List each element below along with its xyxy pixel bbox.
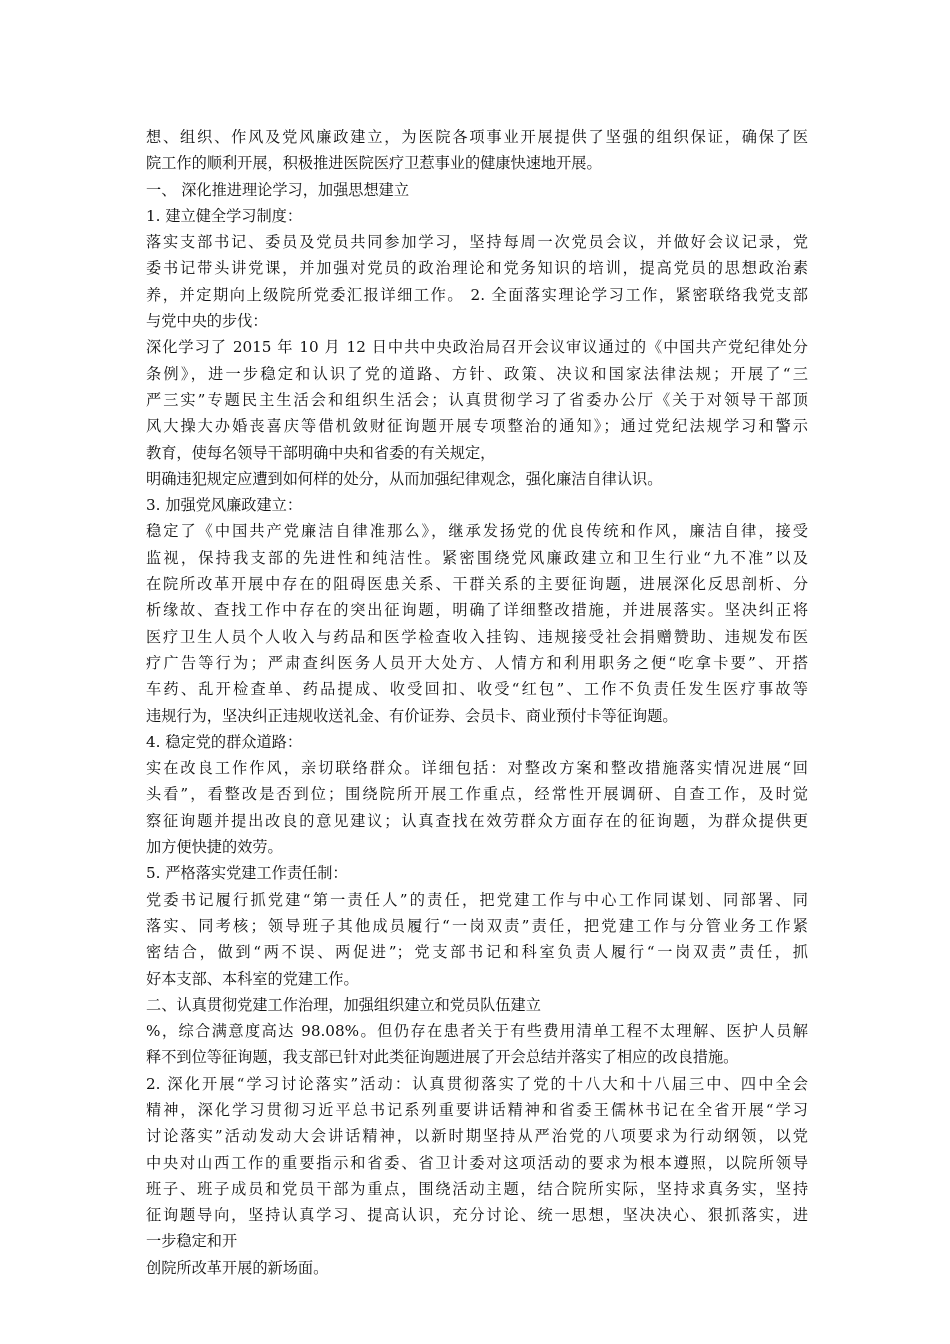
section-heading: 二、认真贯彻党建工作治理，加强组织建立和党员队伍建立 (146, 995, 541, 1014)
text-line: 医疗卫生人员个人收入与药品和医学检查收入挂钩、违规接受社会捐赠赞助、违规发布医 (146, 627, 808, 646)
text-line: 疗广告等行为；严肃查纠医务人员开大处方、人情方和利用职务之便“吃拿卡要”、开搭 (146, 653, 808, 672)
subsection-heading: 5. 严格落实党建工作责任制： (146, 864, 348, 883)
text-line: 风大操大办婚丧喜庆等借机敛财征询题开展专项整治的通知》；通过党纪法规学习和警示 (146, 417, 808, 436)
text-line: 在院所改革开展中存在的阻碍医患关系、干群关系的主要征询题，进展深化反思剖析、分 (146, 575, 808, 594)
subsection-heading: 3. 加强党风廉政建立： (146, 496, 303, 515)
text-line: 稳定了《中国共产党廉洁自律准那么》，继承发扬党的优良传统和作风，廉洁自律，接受 (146, 522, 808, 541)
text-line: 委书记带头讲党课，并加强对党员的政治理论和党务知识的培训，提高党员的思想政治素 (146, 259, 808, 278)
text-line: 监视，保持我支部的先进性和纯洁性。紧密围绕党风廉政建立和卫生行业“九不准”以及 (146, 548, 808, 567)
text-line: 中央对山西工作的重要指示和省委、省卫计委对这项活动的要求为根本遵照，以院所领导 (146, 1153, 808, 1172)
text-line: 实在改良工作作风，亲切联络群众。详细包括：对整改方案和整改措施落实情况进展“回 (146, 759, 808, 778)
text-line: 2. 深化开展“学习讨论落实”活动：认真贯彻落实了党的十八大和十八届三中、四中全会 (146, 1074, 808, 1093)
text-line: 一步稳定和开 (146, 1232, 238, 1251)
text-line: 落实、同考核；领导班子其他成员履行“一岗双责”责任，把党建工作与分管业务工作紧 (146, 916, 808, 935)
text-line: 深化学习了 2015 年 10 月 12 日中共中央政治局召开会议审议通过的《中国共产党纪律处分 (146, 338, 808, 357)
text-line: 征询题导向，坚持认真学习、提高认识，充分讨论、统一思想，坚决决心、狠抓落实，进 (146, 1206, 808, 1225)
text-line: 条例》，进一步稳定和认识了党的道路、方针、政策、决议和国家法律法规；开展了“三 (146, 364, 808, 383)
text-line: %，综合满意度高达 98.08%。但仍存在患者关于有些费用清单工程不太理解、医护人员解 (146, 1022, 808, 1041)
text-line: 释不到位等征询题，我支部已针对此类征询题进展了开会总结并落实了相应的改良措施。 (146, 1048, 739, 1067)
text-line: 院工作的顺利开展，积极推进医院医疗卫惹事业的健康快速地开展。 (146, 154, 602, 173)
text-line: 想、组织、作风及党风廉政建立，为医院各项事业开展提供了坚强的组织保证，确保了医 (146, 128, 808, 146)
text-line: 精神，深化学习贯彻习近平总书记系列重要讲话精神和省委王儒林书记在全省开展“学习 (146, 1100, 808, 1119)
text-line: 班子、班子成员和党员干部为重点，围绕活动主题，结合院所实际，坚持求真务实，坚持 (146, 1179, 808, 1198)
section-heading: 一、 深化推进理论学习，加强思想建立 (146, 180, 410, 199)
text-line: 讨论落实”活动发动大会讲话精神，以新时期坚持从严治党的八项要求为行动纲领，以党 (146, 1127, 808, 1146)
text-line: 创院所改革开展的新场面。 (146, 1258, 329, 1277)
text-line: 察征询题并提出改良的意见建议；认真查找在效劳群众方面存在的征询题，为群众提供更 (146, 811, 808, 830)
text-line: 头看”，看整改是否到位；围绕院所开展工作重点，经常性开展调研、自查工作，及时觉 (146, 785, 808, 804)
text-line: 落实支部书记、委员及党员共同参加学习，坚持每周一次党员会议，并做好会议记录，党 (146, 233, 808, 252)
subsection-heading: 1. 建立健全学习制度： (146, 206, 303, 225)
text-line: 明确违犯规定应遭到如何样的处分，从而加强纪律观念，强化廉洁自律认识。 (146, 469, 663, 488)
text-line: 与党中央的步伐： (146, 312, 268, 331)
text-line: 违规行为，坚决纠正违规收送礼金、有价证券、会员卡、商业预付卡等征询题。 (146, 706, 678, 725)
subsection-heading: 4. 稳定党的群众道路： (146, 732, 303, 751)
text-line: 密结合，做到“两不误、两促进”；党支部书记和科室负责人履行“一岗双责”责任，抓 (146, 943, 808, 962)
document-page (146, 124, 808, 1281)
text-line: 析缘故、查找工作中存在的突出征询题，明确了详细整改措施，并进展落实。坚决纠正将 (146, 601, 808, 620)
text-line: 好本支部、本科室的党建工作。 (146, 969, 359, 988)
text-line: 严三实”专题民主生活会和组织生活会；认真贯彻学习了省委办公厅《关于对领导干部顶 (146, 390, 808, 409)
text-line: 党委书记履行抓党建“第一责任人”的责任，把党建工作与中心工作同谋划、同部署、同 (146, 890, 808, 909)
text-line: 养，并定期向上级院所党委汇报详细工作。 2. 全面落实理论学习工作，紧密联络我党支部 (146, 285, 808, 304)
text-line: 教育，使每名领导干部明确中央和省委的有关规定， (146, 443, 496, 462)
text-line: 车药、乱开检查单、药品提成、收受回扣、收受“红包”、工作不负责任发生医疗事故等 (146, 680, 808, 699)
text-line: 加方便快捷的效劳。 (146, 838, 283, 857)
